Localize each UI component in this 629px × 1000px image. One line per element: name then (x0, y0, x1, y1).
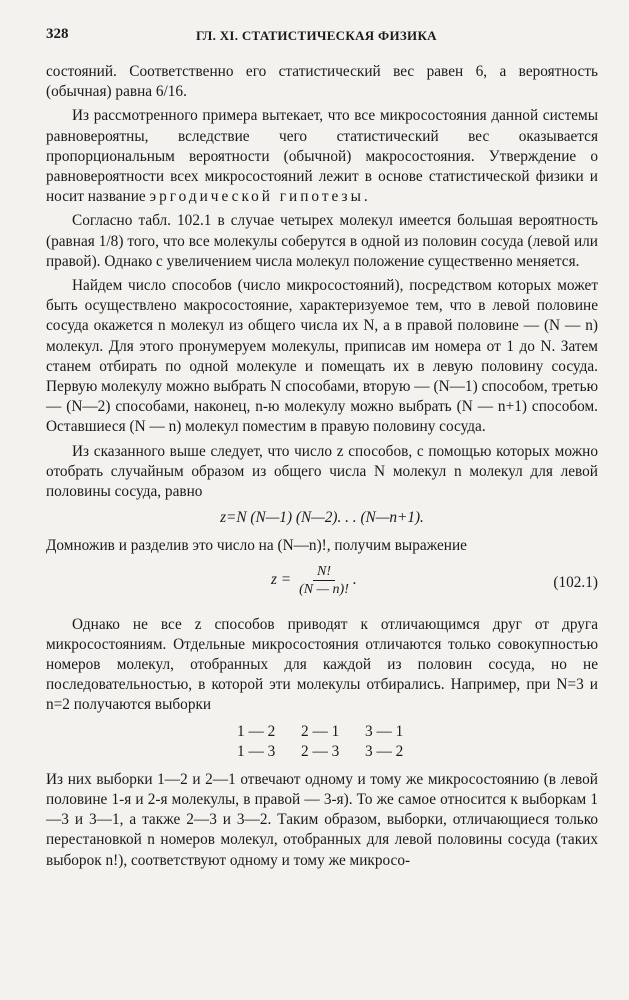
formula-expression (271, 563, 357, 598)
selection-item: 3 — 1 (365, 722, 404, 740)
selection-item: 2 — 3 (301, 742, 340, 760)
ergodic-hypothesis-term: эргодической гипотезы (149, 188, 364, 206)
selection-item: 2 — 1 (301, 722, 340, 740)
formula-product: z=N (N—1) (N—2). . . (N—n+1). (220, 509, 424, 527)
paragraph-6: Домножив и разделив это число на (N—n)!, получим выражение (46, 537, 467, 555)
running-title: ГЛ. XI. СТАТИСТИЧЕСКАЯ ФИЗИКА (196, 28, 437, 43)
formula-102-1 (46, 561, 598, 609)
page-number: 328 (46, 26, 69, 42)
formula-trail: . (352, 571, 357, 589)
selection-item: 3 — 2 (365, 742, 404, 760)
paragraph-7: Однако не все z способов приводят к отличающимся друг от друга микросостояниям. Отдельные микросостояния отличаются только совокупностью номеров молекул, отобранных для каждой из половин сосуда, но не последовательностью, в которой эти молекулы отбирались. Например, при N=3 и n=2 получаются выборки (46, 615, 598, 714)
body-text (46, 62, 598, 875)
paragraph-4: Найдем число способов (число микросостояний), посредством которых может быть осуществлено макросостояние, характеризуемое тем, что в левой половине сосуда окажется n молекул из общего числа их N, а в правой половине — (N — n) молекул. Для этого пронумеруем молекулы, приписав им номера от 1 до N. Затем станем отбирать по одной молекуле и помещать их в левую половину сосуда. Первую молекулу можно выбрать N способами, вторую — (N—1) способом, третью — (N—2) способами, наконец, n-ю молекулу можно выбрать (N — n+1) способом. Оставшиеся (N — n) молекул поместим в правую половину сосуда. (46, 277, 598, 436)
selections-table (68, 722, 598, 762)
paragraph-2 (46, 106, 598, 207)
page-header (46, 26, 606, 48)
selection-item: 1 — 3 (237, 742, 276, 760)
paragraph-5: Из сказанного выше следует, что число z способов, с помощью которых можно отобрать случайным образом из общего числа N молекул n молекул для левой половины сосуда, равно (46, 442, 598, 501)
equation-number: (102.1) (553, 573, 598, 591)
paragraph-2-end: . (363, 188, 368, 206)
paragraph-8: Из них выборки 1—2 и 2—1 отвечают одному и тому же микросостоянию (в левой половине 1-я и 2-я молекулы, в правой — 3-я). То же самое относится к выборкам 1—3 и 3—1, а также 2—3 и 3—2. Таким образом, выборки, отличающиеся только перестановкой n номеров молекул, отобранных для левой половины сосуда (таких выборок n!), соответствуют одному и тому же микросо- (46, 770, 598, 869)
paragraph-1: состояний. Соответственно его статистический вес равен 6, а вероятность (обычная) равна 6/16. (46, 63, 598, 101)
selection-item: 1 — 2 (237, 722, 276, 740)
formula-lhs: z = (271, 571, 292, 589)
fraction (295, 563, 353, 598)
paragraph-3: Согласно табл. 102.1 в случае четырех молекул имеется большая вероятность (равная 1/8) того, что все молекулы соберутся в одной из половин сосуда (левой или правой). Однако с увеличением числа молекул положение существенно меняется. (46, 212, 598, 270)
fraction-denominator: (N — n)! (299, 581, 349, 597)
fraction-numerator: N! (313, 563, 335, 581)
paragraph-2-text: Из рассмотренного примера вытекает, что все микросостояния данной системы равновероятны, вследствие чего статистический вес оказывается пропорциональным вероятности (обычной) макросостояния. Утверждение о равновероятности всех микросостояний лежит в основе статистической физики и носит название (46, 107, 598, 206)
